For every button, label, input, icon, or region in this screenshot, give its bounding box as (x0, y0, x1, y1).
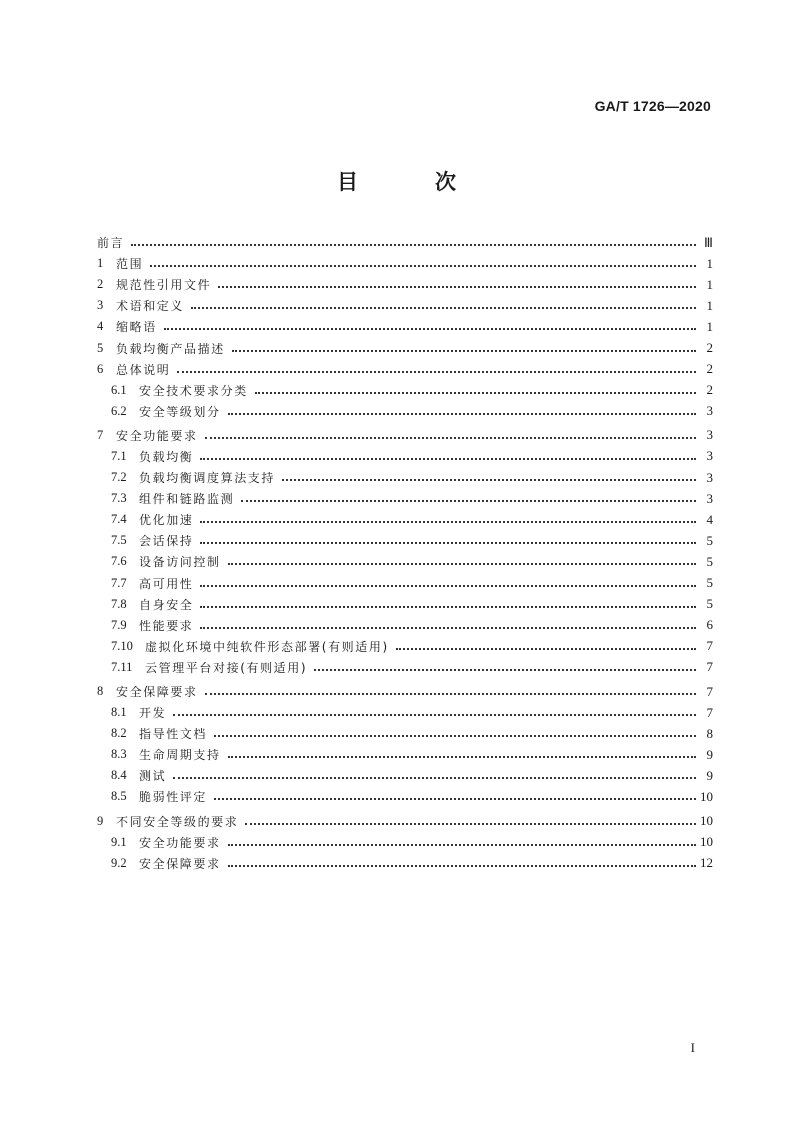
toc-entry-title: 测试 (139, 769, 167, 784)
toc-entry-page: 3 (706, 403, 713, 419)
toc-leader-dots (228, 864, 696, 867)
toc-entry-number: 7.1 (111, 448, 127, 463)
toc-leader-dots (200, 584, 696, 587)
toc-leader-dots (200, 520, 696, 523)
toc-entry-page: 7 (706, 704, 713, 720)
toc-entry-title: 安全技术要求分类 (139, 383, 248, 398)
toc-entry-number: 8.5 (111, 789, 127, 804)
toc-entry-title: 性能要求 (139, 618, 194, 633)
toc-entry[interactable] (93, 594, 713, 615)
toc-entry-number: 5 (97, 340, 104, 355)
toc-leader-dots (173, 776, 696, 779)
toc-entry-page: 7 (706, 683, 713, 699)
toc-leader-dots (131, 243, 696, 246)
toc-entry-title: 会话保持 (139, 534, 194, 549)
toc-entry-number: 7.10 (111, 638, 133, 653)
toc-leader-dots (214, 734, 696, 737)
toc-entry-title: 脆弱性评定 (139, 790, 208, 805)
toc-entry[interactable] (93, 467, 713, 488)
toc-leader-dots (228, 843, 696, 846)
toc-entry-page: 3 (706, 490, 713, 506)
toc-entry-number: 7 (97, 427, 104, 442)
toc-entry-number: 6 (97, 361, 104, 376)
toc-entry-page: 7 (706, 638, 713, 654)
toc-entry[interactable] (93, 316, 713, 337)
toc-entry-title: 安全功能要求 (139, 835, 221, 850)
toc-entry-number: 7.7 (111, 575, 127, 590)
toc-entry[interactable] (93, 359, 713, 380)
toc-entry-number: 1 (97, 256, 104, 271)
toc-entry-title: 安全保障要求 (139, 856, 221, 871)
table-of-contents (93, 232, 713, 874)
toc-entry-number: 7.9 (111, 617, 127, 632)
toc-entry-page: 5 (706, 575, 713, 591)
toc-entry-page: 9 (706, 746, 713, 762)
toc-entry-page: 2 (706, 340, 713, 356)
toc-leader-dots (200, 626, 696, 629)
toc-leader-dots (232, 349, 696, 352)
toc-entry-number: 7.5 (111, 533, 127, 548)
toc-entry-page: 5 (706, 596, 713, 612)
toc-entry-number: 7.11 (111, 659, 133, 674)
toc-entry-title: 范围 (116, 257, 144, 272)
toc-entry-page: 6 (706, 617, 713, 633)
toc-leader-dots (205, 436, 696, 439)
toc-entry[interactable] (93, 401, 713, 422)
toc-entry-title: 负载均衡调度算法支持 (139, 471, 276, 486)
page-title: 目 次 (337, 170, 484, 194)
toc-entry-title: 组件和链路监测 (139, 492, 235, 507)
toc-entry-number: 8 (97, 684, 104, 699)
toc-entry-title: 生命周期支持 (139, 748, 221, 763)
toc-entry-title: 负载均衡 (139, 449, 194, 464)
toc-entry-page: 3 (706, 469, 713, 485)
toc-entry-page: 2 (706, 361, 713, 377)
toc-leader-dots (218, 285, 696, 288)
toc-entry[interactable] (93, 615, 713, 636)
toc-entry-title: 规范性引用文件 (116, 278, 212, 293)
toc-leader-dots (241, 499, 696, 502)
toc-entry-title: 前言 (97, 236, 125, 251)
toc-entry[interactable] (93, 425, 713, 446)
toc-entry-page: 10 (700, 834, 713, 850)
toc-entry-number: 8.2 (111, 726, 127, 741)
toc-entry-page: 8 (706, 725, 713, 741)
toc-entry[interactable] (93, 853, 713, 874)
toc-leader-dots (228, 755, 696, 758)
toc-entry-number: 2 (97, 277, 104, 292)
toc-entry[interactable] (93, 723, 713, 744)
toc-leader-dots (177, 370, 696, 373)
toc-leader-dots (255, 391, 696, 394)
toc-entry-page: 1 (706, 318, 713, 334)
toc-entry[interactable] (93, 509, 713, 530)
toc-entry-number: 7.3 (111, 491, 127, 506)
toc-entry-title: 安全等级划分 (139, 404, 221, 419)
toc-entry-page: 1 (706, 276, 713, 292)
toc-entry-title: 设备访问控制 (139, 555, 221, 570)
toc-leader-dots (191, 306, 696, 309)
toc-leader-dots (205, 692, 696, 695)
toc-entry-page: 4 (706, 511, 713, 527)
toc-entry[interactable] (93, 380, 713, 401)
toc-leader-dots (214, 797, 696, 800)
toc-entry-number: 6.1 (111, 382, 127, 397)
toc-entry-title: 虚拟化环境中纯软件形态部署(有则适用) (145, 639, 389, 654)
toc-entry[interactable] (93, 744, 713, 765)
toc-leader-dots (200, 457, 696, 460)
toc-leader-dots (173, 713, 696, 716)
toc-leader-dots (228, 412, 696, 415)
toc-entry-page: 10 (700, 813, 713, 829)
toc-entry[interactable] (93, 786, 713, 807)
standard-code: GA/T 1726—2020 (594, 98, 711, 114)
toc-leader-dots (314, 668, 696, 671)
toc-entry-title: 指导性文档 (139, 727, 208, 742)
toc-entry[interactable] (93, 551, 713, 572)
toc-entry[interactable] (93, 702, 713, 723)
toc-entry[interactable] (93, 765, 713, 786)
toc-leader-dots (200, 605, 696, 608)
toc-entry-number: 9.2 (111, 855, 127, 870)
page-number: I (690, 1040, 695, 1055)
toc-entry-number: 3 (97, 298, 104, 313)
toc-leader-dots (228, 562, 696, 565)
toc-entry-title: 安全保障要求 (116, 685, 198, 700)
toc-entry-number: 8.1 (111, 705, 127, 720)
toc-entry[interactable] (93, 530, 713, 551)
toc-leader-dots (150, 264, 696, 267)
toc-entry-page: 5 (706, 553, 713, 569)
toc-entry-title: 术语和定义 (116, 299, 185, 314)
toc-entry[interactable] (93, 681, 713, 702)
toc-entry[interactable] (93, 295, 713, 316)
toc-entry-page: 10 (700, 788, 713, 804)
toc-leader-dots (245, 822, 696, 825)
toc-entry[interactable] (93, 636, 713, 657)
toc-entry[interactable] (93, 657, 713, 678)
toc-entry-title: 总体说明 (116, 362, 171, 377)
toc-entry-number: 7.2 (111, 470, 127, 485)
toc-entry-number: 9.1 (111, 834, 127, 849)
toc-entry-page: 12 (700, 855, 713, 871)
toc-entry-title: 自身安全 (139, 597, 194, 612)
toc-entry-number: 6.2 (111, 403, 127, 418)
toc-entry-number: 8.3 (111, 747, 127, 762)
toc-entry-title: 开发 (139, 706, 167, 721)
toc-entry-number: 8.4 (111, 768, 127, 783)
toc-entry[interactable] (93, 337, 713, 358)
toc-entry-title: 云管理平台对接(有则适用) (145, 660, 308, 675)
toc-entry-number: 7.6 (111, 554, 127, 569)
toc-entry-page: 2 (706, 382, 713, 398)
toc-leader-dots (164, 327, 696, 330)
toc-entry-number: 4 (97, 319, 104, 334)
toc-entry[interactable] (93, 488, 713, 509)
toc-entry-page: 1 (706, 255, 713, 271)
toc-leader-dots (396, 647, 696, 650)
toc-entry-page: 3 (706, 448, 713, 464)
toc-entry-title: 不同安全等级的要求 (116, 814, 239, 829)
toc-entry-title: 负载均衡产品描述 (116, 341, 225, 356)
toc-entry[interactable] (93, 573, 713, 594)
toc-entry-page: 1 (706, 297, 713, 313)
toc-entry[interactable] (93, 832, 713, 853)
toc-entry-page: Ⅲ (704, 234, 713, 250)
toc-entry-title: 缩略语 (116, 320, 157, 335)
toc-entry-page: 3 (706, 427, 713, 443)
toc-entry-number: 9 (97, 813, 104, 828)
toc-entry-title: 安全功能要求 (116, 428, 198, 443)
toc-leader-dots (200, 541, 696, 544)
toc-entry-title: 优化加速 (139, 513, 194, 528)
toc-entry[interactable] (93, 232, 713, 253)
toc-entry-page: 7 (706, 659, 713, 675)
toc-entry[interactable] (93, 253, 713, 274)
toc-entry-number: 7.8 (111, 596, 127, 611)
toc-entry-page: 9 (706, 767, 713, 783)
toc-leader-dots (282, 478, 696, 481)
toc-entry[interactable] (93, 446, 713, 467)
toc-entry-title: 高可用性 (139, 576, 194, 591)
toc-entry[interactable] (93, 811, 713, 832)
toc-entry-number: 7.4 (111, 512, 127, 527)
toc-entry-page: 5 (706, 532, 713, 548)
toc-entry[interactable] (93, 274, 713, 295)
